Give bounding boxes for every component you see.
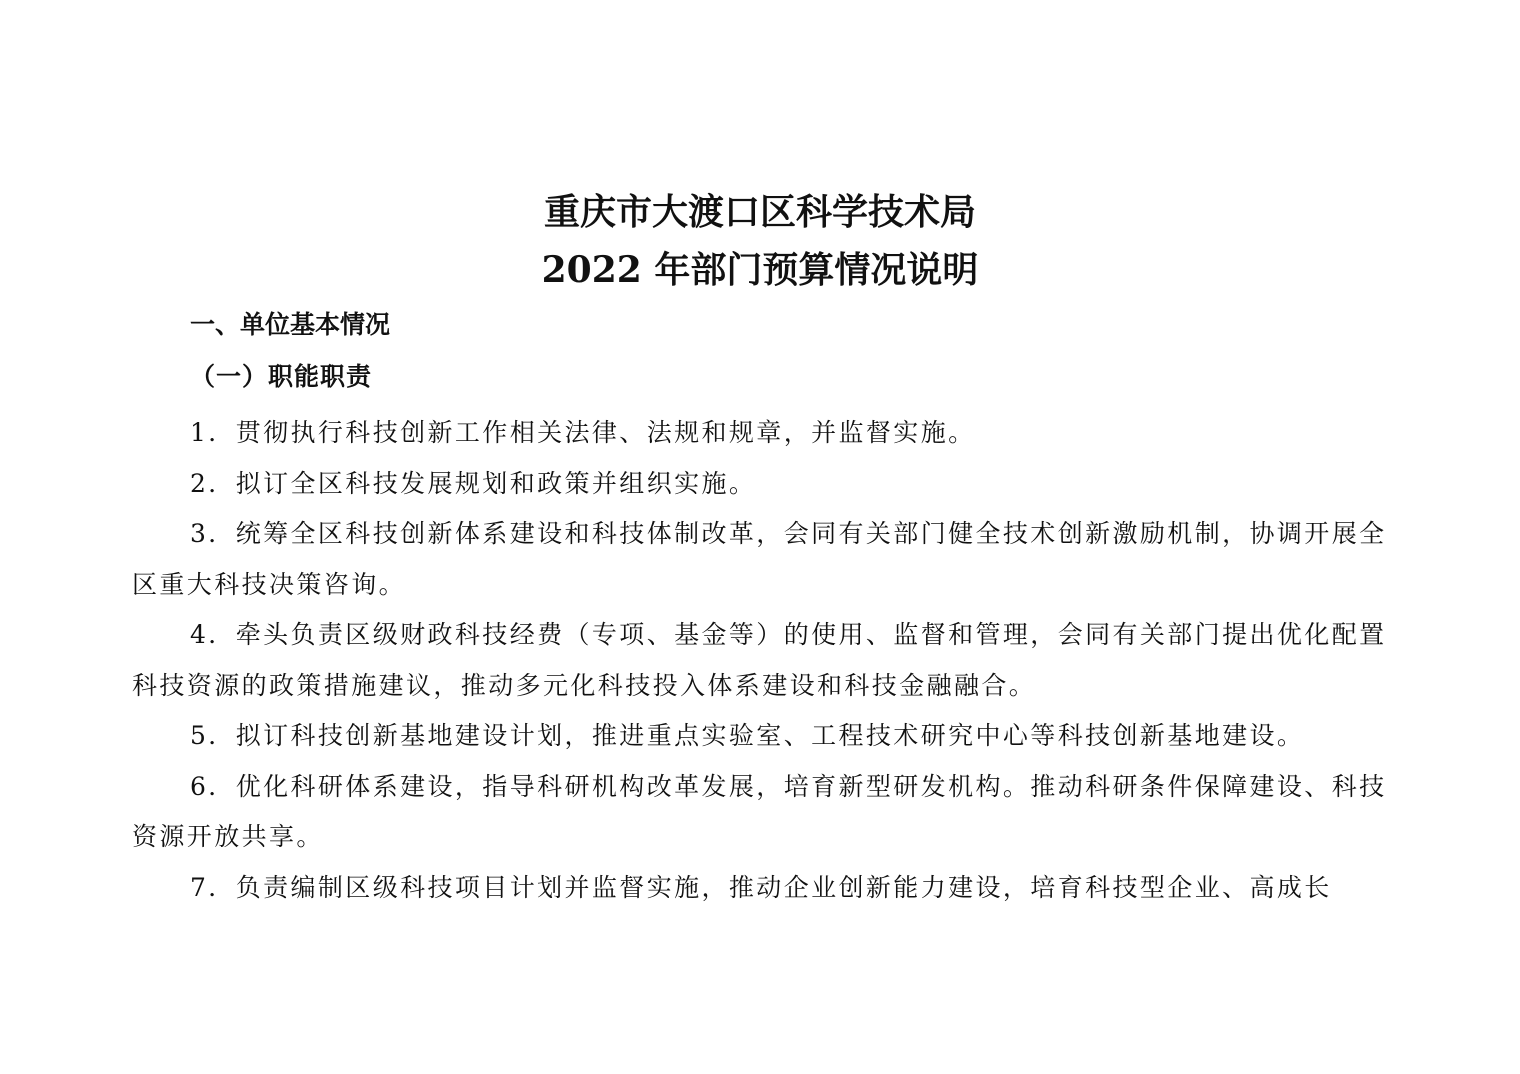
duty-item-2: 2．拟订全区科技发展规划和政策并组织实施。 <box>190 468 757 498</box>
duty-item-6: 6．优化科研体系建设，指导科研机构改革发展，培育新型研发机构。推动科研条件保障建设、科技资源开放共享。 <box>132 771 1387 851</box>
duty-item-3: 3．统筹全区科技创新体系建设和科技体制改革，会同有关部门健全技术创新激励机制，协调开展全区重大科技决策咨询。 <box>132 519 1387 599</box>
duty-item-1: 1．贯彻执行科技创新工作相关法律、法规和规章，并监督实施。 <box>190 418 976 447</box>
sub-heading: （一）职能职责 <box>190 362 373 391</box>
duty-item-5: 5．拟订科技创新基地建设计划，推进重点实验室、工程技术研究中心等科技创新基地建设。 <box>190 721 1305 750</box>
document-title-line-2: 2022 年部门预算情况说明 <box>541 249 979 291</box>
duty-item-7: 7．负责编制区级科技项目计划并监督实施，推动企业创新能力建设，培育科技型企业、高成长 <box>190 872 1332 902</box>
document-title-line-1: 重庆市大渡口区科学技术局 <box>543 191 976 233</box>
duty-list <box>132 408 1390 913</box>
duty-item-4: 4．牵头负责区级财政科技经费（专项、基金等）的使用、监督和管理，会同有关部门提出优化配置科技资源的政策措施建议，推动多元化科技投入体系建设和科技金融融合。 <box>132 620 1387 700</box>
section-heading: 一、单位基本情况 <box>190 310 391 339</box>
